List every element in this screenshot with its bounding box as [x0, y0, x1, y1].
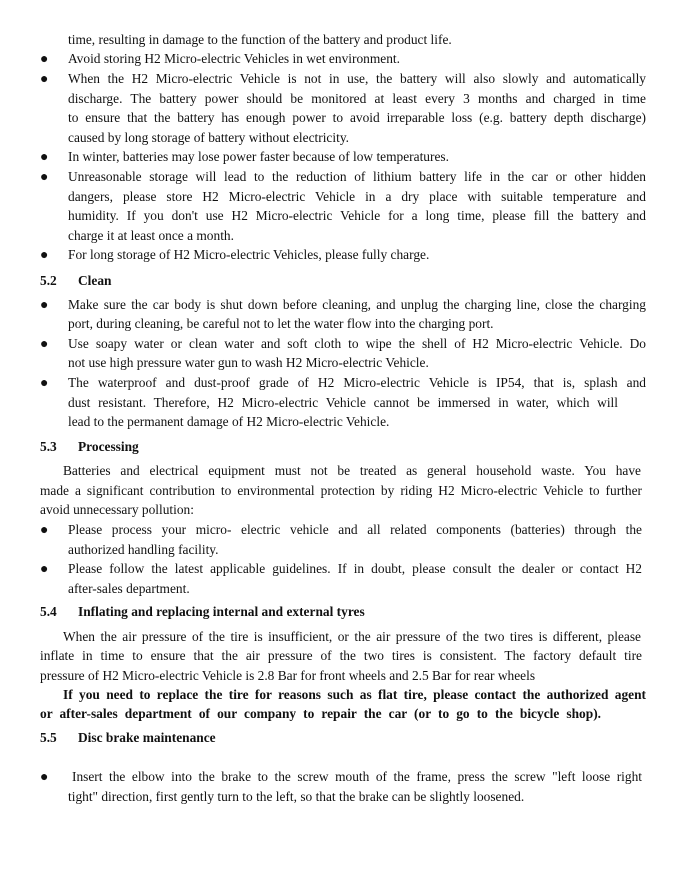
list-item: For long storage of H2 Micro-electric Vehicles, please fully charge.: [68, 247, 430, 262]
paragraph-line: pressure of H2 Micro-electric Vehicle is 2.8 Bar for front wheels and 2.5 Bar for rear wheels: [40, 668, 536, 683]
section-number: 5.4: [40, 604, 57, 619]
section-title: Clean: [78, 273, 112, 288]
bullet-icon: ●: [40, 248, 49, 263]
section-number: 5.2: [40, 273, 57, 288]
paragraph-line: avoid unnecessary pollution:: [40, 502, 194, 517]
list-item: tight" direction, first gently turn to the left, so that the brake can be slightly loosened.: [68, 789, 525, 804]
section-number: 5.3: [40, 439, 57, 454]
bullet-icon: ●: [40, 150, 49, 165]
list-item: Please follow the latest applicable guidelines. If in doubt, please consult the dealer or contact H2: [68, 561, 642, 576]
list-item: Make sure the car body is shut down before cleaning, and unplug the charging line, close the charging: [68, 297, 646, 312]
list-item: authorized handling facility.: [68, 542, 219, 557]
list-item: after-sales department.: [68, 581, 190, 596]
section-heading-tyres: [40, 602, 365, 621]
list-item: to ensure that the battery has enough power to avoid irreparable loss (e.g. battery depth discharge): [68, 110, 646, 125]
list-item: Avoid storing H2 Micro-electric Vehicles in wet environment.: [68, 51, 400, 66]
paragraph-line: When the air pressure of the tire is insufficient, or the air pressure of the two tires is different, please: [63, 629, 641, 644]
bullet-icon: ●: [40, 72, 49, 87]
section-title: Processing: [78, 439, 139, 454]
list-item: humidity. If you don't use H2 Micro-electric Vehicle for a long time, please fill the battery and: [68, 208, 646, 223]
list-item: dust resistant. Therefore, H2 Micro-electric Vehicle cannot be immersed in water, which will: [68, 395, 618, 410]
section-heading-processing: [40, 437, 139, 456]
section-title: Disc brake maintenance: [78, 730, 216, 745]
bullet-icon: ●: [40, 337, 49, 352]
paragraph-line: Batteries and electrical equipment must not be treated as general household waste. You have: [63, 463, 641, 478]
list-item: charge it at least once a month.: [68, 228, 234, 243]
list-item: Unreasonable storage will lead to the reduction of lithium battery life in the car or other hidden: [68, 169, 646, 184]
paragraph-line: made a significant contribution to environmental protection by riding H2 Micro-electric Vehicle to further: [40, 483, 642, 498]
bullet-icon: ●: [40, 298, 49, 313]
list-item: port, during cleaning, be careful not to let the water flow into the charging port.: [68, 316, 494, 331]
bullet-icon: ●: [40, 523, 49, 538]
notice-line: If you need to replace the tire for reasons such as flat tire, please contact the authorized agent: [63, 687, 646, 702]
list-item: dangers, please store H2 Micro-electric Vehicle in a dry place with suitable temperature and: [68, 189, 646, 204]
notice-line: or after-sales department of our company to repair the car (or to go to the bicycle shop).: [40, 706, 601, 721]
bullet-icon: ●: [40, 52, 49, 67]
bullet-icon: ●: [40, 562, 49, 577]
list-item: In winter, batteries may lose power faster because of low temperatures.: [68, 149, 449, 164]
section-number: 5.5: [40, 730, 57, 745]
intro-continuation: time, resulting in damage to the function of the battery and product life.: [68, 32, 452, 47]
list-item: not use high pressure water gun to wash H2 Micro-electric Vehicle.: [68, 355, 429, 370]
section-heading-disc-brake: [40, 728, 216, 747]
list-item: caused by long storage of battery without electricity.: [68, 130, 349, 145]
list-item: lead to the permanent damage of H2 Micro-electric Vehicle.: [68, 414, 390, 429]
list-item: When the H2 Micro-electric Vehicle is not in use, the battery will also slowly and automatically: [68, 71, 646, 86]
bullet-icon: ●: [40, 770, 49, 785]
list-item: discharge. The battery power should be monitored at least every 3 months and charged in time: [68, 91, 646, 106]
list-item: Insert the elbow into the brake to the screw mouth of the frame, press the screw "left loose right: [72, 769, 642, 784]
list-item: Use soapy water or clean water and soft cloth to wipe the shell of H2 Micro-electric Vehicle. Do: [68, 336, 646, 351]
section-heading-clean: [40, 271, 111, 290]
bullet-icon: ●: [40, 170, 49, 185]
bullet-icon: ●: [40, 376, 49, 391]
section-title: Inflating and replacing internal and external tyres: [78, 604, 365, 619]
list-item: The waterproof and dust-proof grade of H2 Micro-electric Vehicle is IP54, that is, splash and: [68, 375, 646, 390]
paragraph-line: inflate in time to ensure that the air pressure of the two tires is consistent. The factory default tire: [40, 648, 642, 663]
list-item: Please process your micro- electric vehicle and all related components (batteries) through the: [68, 522, 642, 537]
